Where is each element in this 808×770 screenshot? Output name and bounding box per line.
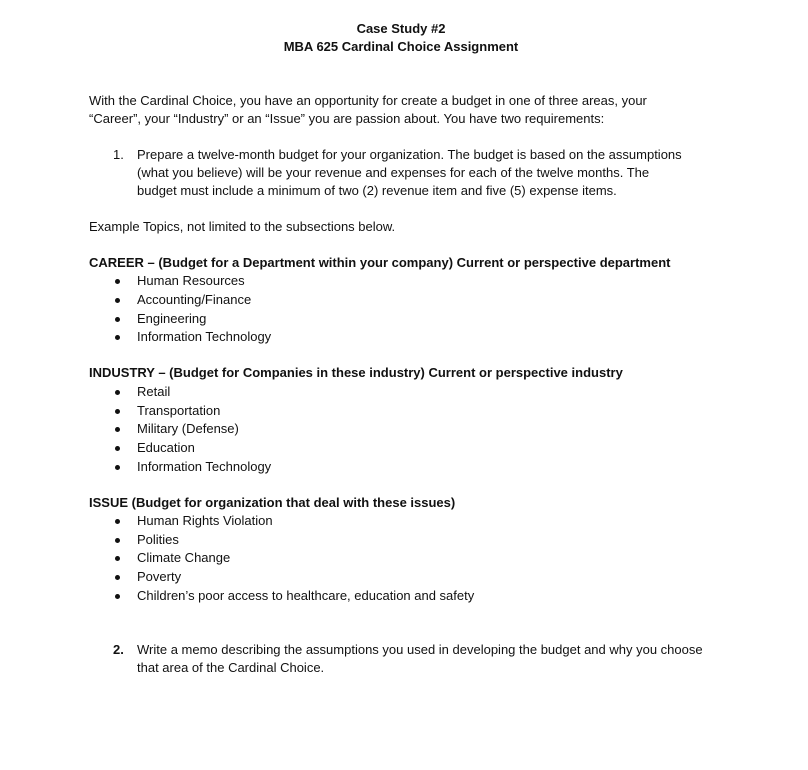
issue-heading: ISSUE (Budget for organization that deal with these issues)	[89, 495, 456, 510]
industry-item: Education	[137, 440, 195, 455]
requirement-1-number: 1.	[113, 147, 124, 162]
career-heading: CAREER – (Budget for a Department within your company) Current or perspective department	[89, 255, 671, 270]
example-topics: Example Topics, not limited to the subsections below.	[89, 219, 396, 234]
intro-line-1: With the Cardinal Choice, you have an opportunity for create a budget in one of three areas, your	[89, 93, 647, 108]
bullet-icon	[115, 279, 120, 284]
intro-line-2: “Career”, your “Industry” or an “Issue” you are passion about. You have two requirements:	[89, 111, 605, 126]
requirement-1-line-1: Prepare a twelve-month budget for your organization. The budget is based on the assumptions	[137, 147, 682, 162]
document-title: Case Study #2	[356, 21, 446, 36]
career-item: Information Technology	[137, 329, 272, 344]
industry-item: Information Technology	[137, 459, 272, 474]
career-item: Engineering	[137, 311, 207, 326]
bullet-icon	[115, 390, 120, 395]
bullet-icon	[115, 335, 120, 340]
bullet-icon	[115, 519, 120, 524]
issue-item: Children’s poor access to healthcare, education and safety	[137, 588, 475, 603]
bullet-icon	[115, 594, 120, 599]
issue-item: Poverty	[137, 569, 182, 584]
requirement-1-line-3: budget must include a minimum of two (2) revenue item and five (5) expense items.	[137, 183, 617, 198]
requirement-2-number: 2.	[113, 642, 124, 657]
document-subtitle: MBA 625 Cardinal Choice Assignment	[283, 39, 519, 54]
bullet-icon	[115, 575, 120, 580]
industry-item: Transportation	[137, 403, 221, 418]
bullet-icon	[115, 427, 120, 432]
industry-item: Military (Defense)	[137, 421, 239, 436]
bullet-icon	[115, 317, 120, 322]
issue-item: Polities	[137, 532, 179, 547]
career-item: Accounting/Finance	[137, 292, 252, 307]
issue-item: Climate Change	[137, 550, 231, 565]
bullet-icon	[115, 409, 120, 414]
issue-item: Human Rights Violation	[137, 513, 273, 528]
bullet-icon	[115, 556, 120, 561]
requirement-2-line-1: Write a memo describing the assumptions you used in developing the budget and why you choose	[137, 642, 703, 657]
industry-heading: INDUSTRY – (Budget for Companies in these industry) Current or perspective industry	[89, 365, 623, 380]
requirement-1-line-2: (what you believe) will be your revenue and expenses for each of the twelve months. The	[137, 165, 650, 180]
career-item: Human Resources	[137, 273, 245, 288]
industry-item: Retail	[137, 384, 171, 399]
requirement-2-line-2: that area of the Cardinal Choice.	[137, 660, 325, 675]
bullet-icon	[115, 298, 120, 303]
bullet-icon	[115, 538, 120, 543]
bullet-icon	[115, 446, 120, 451]
bullet-icon	[115, 465, 120, 470]
